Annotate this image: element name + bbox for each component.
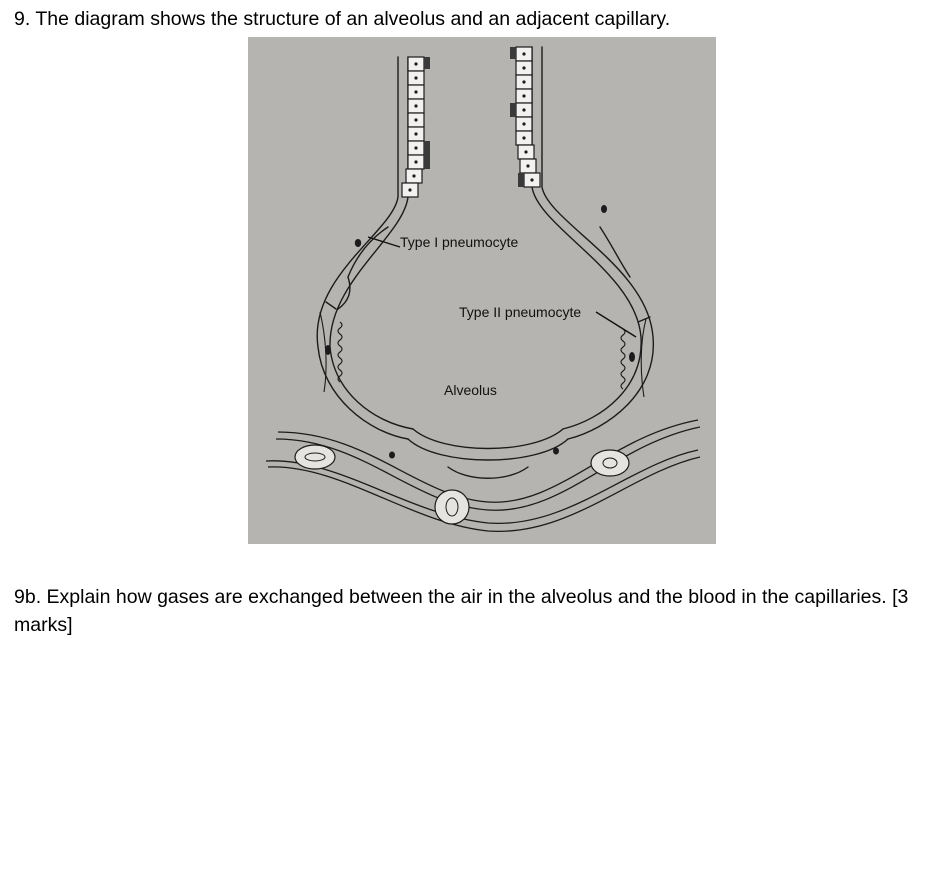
type1-nucleus-left bbox=[355, 239, 361, 247]
type1-nucleus-bottom-left bbox=[389, 452, 395, 459]
alveolus-bottom-wall bbox=[408, 439, 568, 460]
type2-leader-line bbox=[596, 312, 636, 337]
cilia bbox=[424, 47, 524, 187]
type2-right-nucleus bbox=[629, 352, 635, 362]
type1-leader-line bbox=[368, 237, 400, 247]
type1-nucleus-bottom-right bbox=[553, 448, 559, 455]
type1-nucleus-right bbox=[601, 205, 607, 213]
alveolus-diagram-svg bbox=[248, 37, 716, 544]
epithelial-nuclei bbox=[408, 52, 533, 191]
label-alveolus: Alveolus bbox=[444, 382, 497, 398]
type2-left-nucleus bbox=[325, 345, 331, 355]
question-9b-text: 9b. Explain how gases are exchanged between the air in the alveolus and the blood in the capillaries. [3 marks] bbox=[14, 586, 909, 636]
question-title: 9. The diagram shows the structure of an alveolus and an adjacent capillary. bbox=[14, 8, 671, 30]
label-type2-pneumocyte: Type II pneumocyte bbox=[459, 304, 582, 320]
bronchiole-right-outer-wall bbox=[542, 47, 653, 439]
capillary bbox=[266, 420, 700, 531]
alveolus-bottom-inner bbox=[413, 429, 563, 449]
bronchiole-left-outer-wall bbox=[317, 57, 408, 439]
label-type1-pneumocyte: Type I pneumocyte bbox=[400, 234, 519, 250]
alveolus-diagram bbox=[248, 37, 716, 544]
